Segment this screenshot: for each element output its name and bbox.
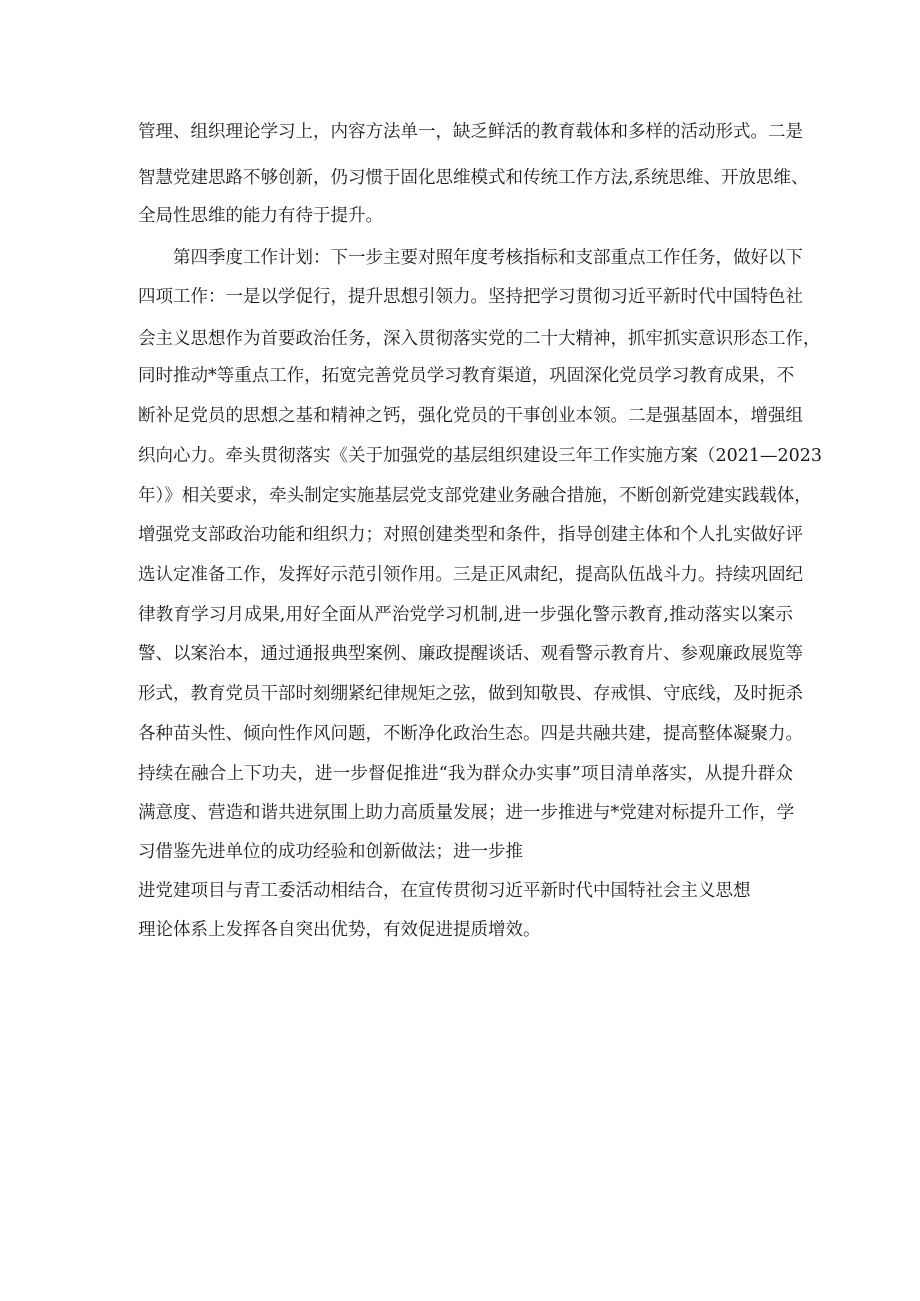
text-line-7: 同时推动*等重点工作，拓宽完善党员学习教育渠道，巩固深化党员学习教育成果，不 — [138, 366, 795, 386]
text-line-10: 年）》相关要求，牵头制定实施基层党支部党建业务融合措施，不断创新党建实践载体， — [138, 486, 812, 506]
text-line-5: 四项工作：一是以学促行，提升思想引领力。坚持把学习贯彻习近平新时代中国特色社 — [138, 287, 803, 307]
text-line-8: 断补足党员的思想之基和精神之钙，强化党员的干事创业本领。二是强基固本，增强组 — [138, 406, 803, 426]
text-line-20: 进党建项目与青工委活动相结合，在宣传贯彻习近平新时代中国特社会主义思想 — [138, 881, 751, 901]
text-line-13: 律教育学习月成果,用好全面从严治党学习机制,进一步强化警示教育,推动落实以案示 — [138, 605, 793, 625]
text-line-17: 持续在融合上下功夫，进一步督促推进“我为群众办实事”项目清单落实，从提升群众 — [138, 764, 793, 784]
text-line-12: 选认定准备工作，发挥好示范引领作用。三是正风肃纪，提高队伍战斗力。持续巩固纪 — [138, 565, 803, 585]
text-line-14: 警、以案治本，通过通报典型案例、廉政提醒谈话、观看警示教育片、参观廉政展览等 — [138, 644, 803, 664]
text-line-3: 全局性思维的能力有待于提升。 — [138, 206, 383, 226]
text-line-15: 形式，教育党员干部时刻绷紧纪律规矩之弦，做到知敬畏、存戒惧、守底线，及时扼杀 — [138, 684, 803, 704]
text-line-4: 第四季度工作计划：下一步主要对照年度考核指标和支部重点工作任务，做好以下 — [173, 248, 803, 268]
text-line-16: 各种苗头性、倾向性作风问题，不断净化政治生态。四是共融共建，提高整体凝聚力。 — [138, 724, 803, 744]
text-line-6: 会主义思想作为首要政治任务，深入贯彻落实党的二十大精神，抓牢抓实意识形态工作， — [138, 329, 821, 349]
text-line-19: 习借鉴先进单位的成功经验和创新做法；进一步推 — [138, 842, 523, 862]
text-line-9: 织向心力。牵头贯彻落实《关于加强党的基层组织建设三年工作实施方案（2021—2023 — [138, 446, 823, 466]
text-line-1: 管理、组织理论学习上，内容方法单一，缺乏鲜活的教育载体和多样的活动形式。二是 — [138, 122, 803, 142]
text-line-2: 智慧党建思路不够创新，仍习惯于固化思维模式和传统工作方法,系统思维、开放思维、 — [138, 168, 809, 188]
text-line-18: 满意度、营造和谐共进氛围上助力高质量发展；进一步推进与*党建对标提升工作，学 — [138, 803, 795, 823]
text-line-11: 增强党支部政治功能和组织力；对照创建类型和条件，指导创建主体和个人扎实做好评 — [138, 525, 803, 545]
text-line-21: 理论体系上发挥各自突出优势，有效促进提质增效。 — [138, 920, 541, 940]
